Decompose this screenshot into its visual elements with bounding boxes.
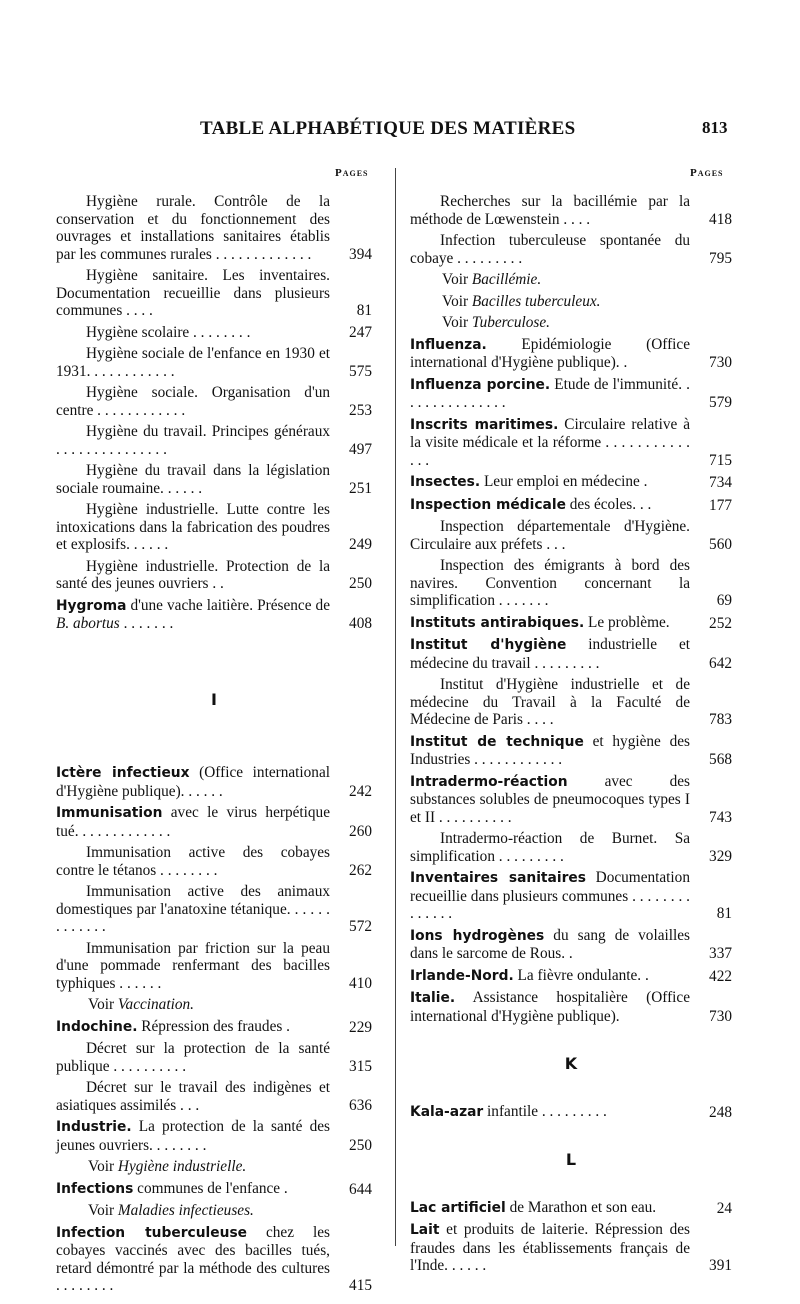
index-entry <box>410 232 732 267</box>
page-reference: 81 <box>356 302 372 319</box>
entry-description: La fièvre ondulante. . <box>513 966 649 984</box>
entry-headword: Hygroma <box>56 597 127 614</box>
index-entry <box>56 501 372 554</box>
entry-headword: Insectes. <box>410 474 481 490</box>
entry-text <box>410 518 690 553</box>
page-reference: 69 <box>716 592 732 609</box>
index-entry <box>56 1018 372 1037</box>
section-letter: L <box>565 1150 577 1169</box>
entry-headword: Italie. <box>410 990 456 1006</box>
entry-leader: . . . . . . . <box>119 615 174 632</box>
entry-description: (Office international d'Hygiène publique). . . . . . <box>56 764 330 800</box>
entry-text <box>56 1118 330 1154</box>
entry-description: Epidémiologie (Office international d'Hygiène publique). . <box>410 335 690 371</box>
entry-text <box>410 557 690 610</box>
entry-headword: Infection tuberculeuse <box>56 1224 248 1241</box>
page-reference: 253 <box>349 401 372 419</box>
page-reference: 730 <box>709 1007 732 1025</box>
entry-text <box>410 927 690 963</box>
entry-headword: Inscrits maritimes. <box>410 416 559 433</box>
page-reference: 730 <box>709 354 732 371</box>
page-reference: 394 <box>349 245 372 263</box>
entry-text <box>410 967 690 986</box>
index-entry <box>56 384 372 419</box>
entry-text <box>410 193 690 228</box>
entry-text <box>410 473 690 492</box>
index-entry <box>410 557 732 610</box>
entry-description: Infection tuberculeuse spontanée du cobaye . . . . . . . . . <box>410 232 690 267</box>
page-reference: 242 <box>349 782 372 800</box>
index-entry <box>410 614 732 633</box>
index-entry <box>56 267 372 320</box>
cross-reference <box>56 1202 372 1220</box>
section-letter: I <box>211 689 217 709</box>
entry-headword: Inspection médicale <box>410 496 566 513</box>
index-entry <box>410 473 732 492</box>
index-entry <box>56 423 372 458</box>
index-entry <box>410 416 732 470</box>
page-reference: 579 <box>709 394 732 411</box>
entry-description: Voir <box>88 1158 118 1175</box>
entry-headword: Institut de technique <box>410 733 584 750</box>
index-entry <box>410 336 732 372</box>
entry-description: Hygiène industrielle. Lutte contre les intoxications dans la fabrication des poudres et explosifs. . . . . . <box>56 501 330 553</box>
page-reference: 337 <box>709 945 732 962</box>
cross-reference <box>410 314 732 332</box>
page-reference: 260 <box>349 822 372 840</box>
entry-description: Répression des fraudes . <box>137 1017 290 1035</box>
index-entry <box>410 676 732 729</box>
page-reference: 250 <box>349 575 372 592</box>
entry-headword: Immunisation <box>56 805 163 821</box>
entry-headword: Influenza porcine. <box>410 376 551 393</box>
entry-text <box>410 636 690 672</box>
entry-description: industrielle et médecine du travail . . . . . . . . . <box>410 636 690 672</box>
index-entry <box>56 844 372 879</box>
entry-description: Voir <box>88 996 118 1013</box>
page-reference: 24 <box>716 1199 732 1217</box>
entry-description: de Marathon et son eau. <box>505 1198 657 1216</box>
entry-description: Le problème. <box>584 613 670 631</box>
index-entry <box>56 324 372 342</box>
page-reference: 743 <box>709 808 732 826</box>
entry-text <box>56 1040 330 1075</box>
index-entry <box>410 1103 732 1122</box>
index-entry <box>410 1221 732 1275</box>
page-reference: 783 <box>709 711 732 728</box>
entry-description: communes de l'enfance . <box>133 1179 288 1197</box>
entry-description: Hygiène industrielle. Protection de la santé des jeunes ouvriers . . <box>56 557 330 592</box>
page-reference: 249 <box>349 536 372 553</box>
entry-description: Recherches sur la bacillémie par la méthode de Lœwenstein . . . . <box>410 193 690 228</box>
entry-description: Immunisation par friction sur la peau d'une pommade renfermant des bacilles typhiques . . . . . . <box>56 939 330 992</box>
entry-text <box>410 416 690 470</box>
index-entry <box>56 1180 372 1199</box>
index-entry <box>56 764 372 800</box>
index-entry <box>410 1199 732 1218</box>
page-reference: 250 <box>349 1136 372 1154</box>
entry-text <box>410 1103 690 1122</box>
index-entry <box>410 773 732 827</box>
index-entry <box>56 193 372 263</box>
entry-text <box>56 345 330 380</box>
entry-description: Décret sur le travail des indigènes et asiatiques assimilés . . . <box>56 1079 330 1114</box>
index-entry <box>410 927 732 963</box>
running-header <box>0 118 800 148</box>
entry-text <box>56 844 330 879</box>
page-title: TABLE ALPHABÉTIQUE DES MATIÈRES <box>200 118 576 139</box>
entry-description: Voir <box>442 292 472 310</box>
entry-headword: Inventaires sanitaires <box>410 870 586 886</box>
index-entry <box>56 940 372 993</box>
entry-text <box>410 676 690 729</box>
page-reference: 415 <box>349 1277 372 1294</box>
page-reference: 734 <box>709 474 732 491</box>
entry-text <box>56 193 330 263</box>
entry-description: Voir <box>442 314 472 331</box>
page-reference: 315 <box>349 1057 372 1075</box>
index-entry <box>410 636 732 672</box>
index-entry <box>56 1224 372 1295</box>
entry-description: Hygiène du travail. Principes généraux . . . . . . . . . . . . . . . <box>56 423 330 458</box>
entry-description: Hygiène sanitaire. Les inventaires. Documentation recueillie dans plusieurs communes . . . . <box>56 267 330 319</box>
entry-text <box>56 1158 330 1176</box>
cross-reference <box>56 1158 372 1176</box>
entry-italic-reference: Tuberculose. <box>471 314 550 331</box>
entry-text <box>56 558 330 593</box>
entry-text <box>56 804 330 840</box>
entry-description: Documentation recueillie dans plusieurs communes . . . . . . . . . . . . . . <box>410 869 690 922</box>
entry-description: d'une vache laitière. Présence de <box>126 596 330 614</box>
entry-text <box>410 733 690 769</box>
entry-headword: Influenza. <box>410 336 487 353</box>
cross-reference <box>56 996 372 1014</box>
entry-description: Immunisation active des cobayes contre le tétanos . . . . . . . . <box>56 844 330 879</box>
entry-text <box>56 1180 330 1199</box>
entry-description: et produits de laiterie. Répression des fraudes dans les établissements français de l'Inde. . . . . . <box>410 1221 690 1274</box>
entry-text <box>56 1018 330 1037</box>
page-reference: 229 <box>349 1018 372 1036</box>
page-reference: 329 <box>709 847 732 865</box>
page-reference: 422 <box>709 967 732 985</box>
entry-headword: Indochine. <box>56 1018 138 1035</box>
entry-text <box>56 996 330 1014</box>
entry-text <box>56 883 330 936</box>
entry-text <box>56 501 330 554</box>
entry-description: du sang de volailles dans le sarcome de Rous. . <box>410 926 690 962</box>
column-heading-right: Pages <box>690 167 724 179</box>
entry-headword: Ictère infectieux <box>56 765 190 781</box>
entry-headword: Lac artificiel <box>410 1199 506 1216</box>
index-entry <box>410 193 732 228</box>
index-entry <box>56 558 372 593</box>
section-letter: K <box>564 1054 578 1073</box>
page-reference: 252 <box>709 614 732 632</box>
index-entry <box>56 1040 372 1075</box>
index-entry <box>56 1118 372 1154</box>
entry-headword: Instituts antirabiques. <box>410 614 585 631</box>
entry-description: Intradermo-réaction de Burnet. Sa simplification . . . . . . . . . <box>410 830 690 865</box>
entry-text <box>56 1224 330 1295</box>
entry-headword: Institut d'hygiène <box>410 637 567 653</box>
entry-description: avec le virus herpétique tué. . . . . . . . . . . . . <box>56 804 330 840</box>
column-divider <box>395 168 396 1246</box>
index-column-left <box>56 193 372 1299</box>
page-reference: 636 <box>349 1096 372 1114</box>
entry-text <box>56 940 330 993</box>
entry-description: Hygiène rurale. Contrôle de la conservation et du fonctionnement des ouvrages et installations sanitaires établis par les communes rurales . . . . . . . . . . . . . <box>56 193 330 263</box>
entry-text <box>410 376 690 412</box>
entry-description: infantile . . . . . . . . . <box>483 1102 607 1120</box>
entry-text <box>56 1202 330 1220</box>
entry-text <box>410 830 690 865</box>
entry-text <box>410 869 690 923</box>
index-entry <box>56 1079 372 1114</box>
index-entry <box>56 804 372 840</box>
entry-description: Institut d'Hygiène industrielle et de médecine du Travail à la Faculté de Médecine de Paris . . . . <box>410 676 690 728</box>
page-reference: 81 <box>716 905 732 922</box>
entry-headword: Infections <box>56 1180 134 1197</box>
page-reference: 644 <box>349 1180 372 1198</box>
index-entry <box>410 496 732 515</box>
entry-description: Inspection des émigrants à bord des navires. Convention concernant la simplification . . . . . . . <box>410 557 690 609</box>
entry-text <box>410 293 690 311</box>
entry-headword: Industrie. <box>56 1119 132 1135</box>
page-number: 813 <box>702 118 728 137</box>
page-reference: 248 <box>709 1103 732 1121</box>
entry-text <box>56 462 330 497</box>
page-reference: 497 <box>349 440 372 458</box>
entry-text <box>56 764 330 800</box>
page-reference: 247 <box>349 323 372 341</box>
entry-description: Voir <box>442 271 472 288</box>
page-reference: 568 <box>709 751 732 768</box>
cross-reference <box>410 293 732 311</box>
index-column-right <box>410 193 732 1279</box>
entry-headword: Kala-azar <box>410 1103 484 1120</box>
page-reference: 410 <box>349 974 372 992</box>
index-entry <box>410 869 732 923</box>
page-reference: 560 <box>709 535 732 553</box>
entry-headword: Intradermo-réaction <box>410 773 568 790</box>
index-entry <box>410 967 732 986</box>
index-entry <box>56 883 372 936</box>
entry-description: Circulaire relative à la visite médicale et la réforme . . . . . . . . . . . . . . <box>410 415 690 469</box>
page-reference: 391 <box>709 1257 732 1274</box>
entry-italic-reference: Bacilles tuberculeux. <box>471 292 601 310</box>
entry-description: Hygiène scolaire . . . . . . . . <box>86 323 251 341</box>
entry-headword: Irlande-Nord. <box>410 967 514 984</box>
index-entry <box>56 462 372 497</box>
entry-text <box>56 267 330 320</box>
page-reference: 795 <box>709 249 732 267</box>
entry-headword: Ions hydrogènes <box>410 927 545 944</box>
entry-description: Voir <box>88 1202 118 1219</box>
cross-reference <box>410 271 732 289</box>
entry-italic-reference: Bacillémie. <box>471 271 542 288</box>
entry-text <box>56 384 330 419</box>
entry-text <box>56 1079 330 1114</box>
entry-text <box>410 496 690 515</box>
entry-italic-reference: B. abortus <box>56 615 120 632</box>
entry-description: Immunisation active des animaux domestiques par l'anatoxine tétanique. . . . . . . . . . . . . <box>56 883 330 935</box>
index-entry <box>410 989 732 1025</box>
entry-italic-reference: Maladies infectieuses. <box>117 1202 254 1219</box>
page-reference: 572 <box>349 918 372 935</box>
entry-description: Inspection départementale d'Hygiène. Circulaire aux préfets . . . <box>410 518 690 553</box>
page-reference: 642 <box>709 654 732 672</box>
entry-description: Décret sur la protection de la santé publique . . . . . . . . . . <box>56 1040 330 1075</box>
page-reference: 418 <box>709 210 732 228</box>
page-reference: 251 <box>349 479 372 497</box>
entry-text <box>410 614 690 633</box>
page-reference: 177 <box>709 496 732 514</box>
entry-text <box>56 423 330 458</box>
entry-text <box>56 597 330 633</box>
entry-description: avec des substances solubles de pneumocoques types I et II . . . . . . . . . . <box>410 772 690 826</box>
entry-text <box>56 324 330 342</box>
entry-description: chez les cobayes vaccinés avec des bacilles tués, retard démontré par la méthode des cultures . . . . . . . . <box>56 1223 330 1294</box>
page-reference: 408 <box>349 615 372 632</box>
index-entry <box>410 733 732 769</box>
entry-text <box>410 1221 690 1275</box>
entry-description: Hygiène sociale de l'enfance en 1930 et 1931. . . . . . . . . . . . <box>56 345 330 380</box>
index-entry <box>410 830 732 865</box>
entry-headword: Lait <box>410 1222 440 1238</box>
entry-description: et hygiène des Industries . . . . . . . . . . . . <box>410 732 690 768</box>
index-entry <box>56 597 372 633</box>
entry-text <box>410 989 690 1025</box>
page-reference: 715 <box>709 451 732 469</box>
entry-description: Etude de l'immunité. . . . . . . . . . . . . . . <box>410 375 690 411</box>
entry-description: Assistance hospitalière (Office international d'Hygiène publique). <box>410 989 690 1025</box>
entry-text <box>410 314 690 332</box>
entry-italic-reference: Hygiène industrielle. <box>117 1158 247 1175</box>
entry-text <box>410 773 690 827</box>
entry-description: des écoles. . . <box>565 495 652 513</box>
entry-description: Hygiène du travail dans la législation sociale roumaine. . . . . . <box>56 462 330 497</box>
index-entry <box>410 376 732 412</box>
entry-description: La protection de la santé des jeunes ouvriers. . . . . . . . <box>56 1118 330 1154</box>
page-reference: 575 <box>349 362 372 380</box>
entry-text <box>410 232 690 267</box>
entry-italic-reference: Vaccination. <box>117 996 194 1013</box>
index-entry <box>56 345 372 380</box>
index-entry <box>410 518 732 553</box>
entry-text <box>410 336 690 372</box>
page-reference: 262 <box>349 861 372 879</box>
entry-description: Leur emploi en médecine . <box>480 473 648 490</box>
column-heading-left: Pages <box>335 167 369 179</box>
entry-text <box>410 1199 690 1218</box>
entry-text <box>410 271 690 289</box>
entry-description: Hygiène sociale. Organisation d'un centre . . . . . . . . . . . . <box>56 384 330 419</box>
